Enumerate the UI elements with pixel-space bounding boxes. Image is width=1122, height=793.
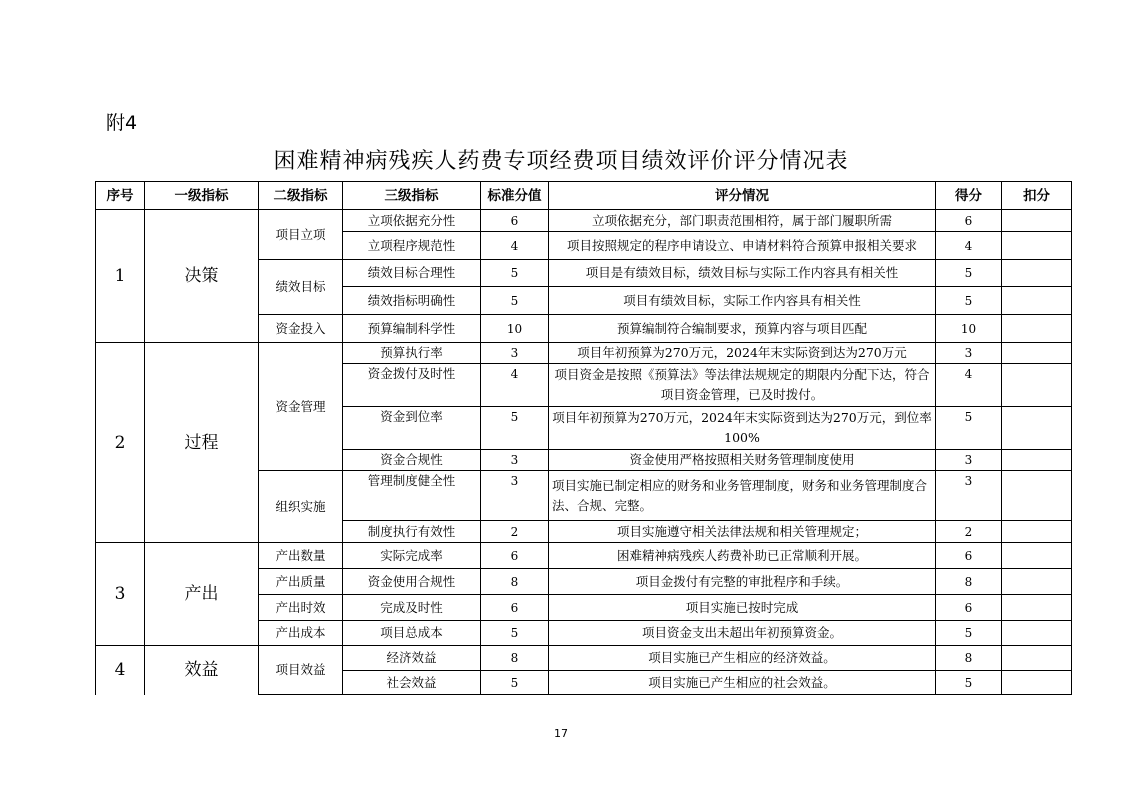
standard-cell: 6: [481, 595, 549, 621]
standard-cell: 8: [481, 569, 549, 595]
header-row: [96, 182, 1072, 210]
evaluation-cell: 预算编制符合编制要求，预算内容与项目匹配: [549, 315, 936, 343]
header-score: 得分: [936, 182, 1002, 210]
level2-cell: 项目效益: [259, 646, 343, 695]
standard-cell: 5: [481, 407, 549, 450]
level3-cell: 立项依据充分性: [343, 210, 481, 232]
standard-cell: 3: [481, 450, 549, 471]
header-evaluation: 评分情况: [549, 182, 936, 210]
level2-cell: 绩效目标: [259, 260, 343, 315]
score-cell: 8: [936, 646, 1002, 671]
score-cell: 5: [936, 671, 1002, 695]
deduction-cell: [1002, 343, 1072, 364]
level2-cell: 组织实施: [259, 471, 343, 543]
header-standard: 标准分值: [481, 182, 549, 210]
level2-cell: 产出时效: [259, 595, 343, 621]
deduction-cell: [1002, 646, 1072, 671]
score-cell: 5: [936, 407, 1002, 450]
level3-cell: 资金拨付及时性: [343, 364, 481, 407]
evaluation-cell: 项目实施已制定相应的财务和业务管理制度，财务和业务管理制度合法、合规、完整。: [549, 471, 936, 521]
header-seq: 序号: [96, 182, 145, 210]
level3-cell: 管理制度健全性: [343, 471, 481, 521]
table-row: [96, 543, 1072, 569]
deduction-cell: [1002, 315, 1072, 343]
level3-cell: 完成及时性: [343, 595, 481, 621]
evaluation-cell: 项目金拨付有完整的审批程序和手续。: [549, 569, 936, 595]
page-number: 17: [554, 727, 568, 740]
score-cell: 8: [936, 569, 1002, 595]
group-level1: 过程: [145, 343, 259, 543]
level3-cell: 资金到位率: [343, 407, 481, 450]
standard-cell: 5: [481, 621, 549, 646]
score-cell: 10: [936, 315, 1002, 343]
group-seq: 3: [96, 543, 145, 646]
document-title: 困难精神病残疾人药费专项经费项目绩效评价评分情况表: [273, 149, 849, 174]
standard-cell: 5: [481, 671, 549, 695]
score-cell: 4: [936, 232, 1002, 260]
table-row: [96, 646, 1072, 671]
standard-cell: 3: [481, 343, 549, 364]
deduction-cell: [1002, 471, 1072, 521]
score-cell: 6: [936, 595, 1002, 621]
standard-cell: 5: [481, 287, 549, 315]
deduction-cell: [1002, 543, 1072, 569]
level3-cell: 绩效目标合理性: [343, 260, 481, 287]
level3-cell: 预算执行率: [343, 343, 481, 364]
level3-cell: 制度执行有效性: [343, 521, 481, 543]
score-cell: 3: [936, 343, 1002, 364]
standard-cell: 5: [481, 260, 549, 287]
score-cell: 5: [936, 260, 1002, 287]
group-level1: 效益: [145, 646, 259, 695]
level3-cell: 预算编制科学性: [343, 315, 481, 343]
level2-cell: 资金投入: [259, 315, 343, 343]
evaluation-cell: 困难精神病残疾人药费补助已正常顺利开展。: [549, 543, 936, 569]
deduction-cell: [1002, 569, 1072, 595]
table-row: [96, 343, 1072, 364]
score-cell: 4: [936, 364, 1002, 407]
score-cell: 6: [936, 543, 1002, 569]
group-seq: 4: [96, 646, 145, 695]
score-cell: 5: [936, 287, 1002, 315]
group-seq: 2: [96, 343, 145, 543]
group-level1: 决策: [145, 210, 259, 343]
level3-cell: 资金使用合规性: [343, 569, 481, 595]
score-cell: 3: [936, 450, 1002, 471]
evaluation-cell: 项目资金是按照《预算法》等法律法规规定的期限内分配下达，符合项目资金管理，已及时拨付。: [549, 364, 936, 407]
evaluation-cell: 项目实施遵守相关法律法规和相关管理规定；: [549, 521, 936, 543]
level2-cell: 产出成本: [259, 621, 343, 646]
level3-cell: 项目总成本: [343, 621, 481, 646]
evaluation-cell: 项目年初预算为270万元，2024年末实际资到达为270万元，到位率100%: [549, 407, 936, 450]
standard-cell: 4: [481, 364, 549, 407]
deduction-cell: [1002, 595, 1072, 621]
level3-cell: 绩效指标明确性: [343, 287, 481, 315]
annex-label: 附4: [106, 112, 138, 134]
deduction-cell: [1002, 671, 1072, 695]
evaluation-table: [95, 181, 1072, 695]
standard-cell: 10: [481, 315, 549, 343]
level2-cell: 项目立项: [259, 210, 343, 260]
level3-cell: 立项程序规范性: [343, 232, 481, 260]
evaluation-cell: 项目实施已按时完成: [549, 595, 936, 621]
deduction-cell: [1002, 210, 1072, 232]
standard-cell: 4: [481, 232, 549, 260]
evaluation-cell: 项目是有绩效目标，绩效目标与实际工作内容具有相关性: [549, 260, 936, 287]
header-level1: 一级指标: [145, 182, 259, 210]
level3-cell: 经济效益: [343, 646, 481, 671]
table-row: [96, 210, 1072, 232]
evaluation-cell: 项目按照规定的程序申请设立、申请材料符合预算申报相关要求: [549, 232, 936, 260]
evaluation-cell: 项目年初预算为270万元，2024年末实际资到达为270万元: [549, 343, 936, 364]
standard-cell: 8: [481, 646, 549, 671]
deduction-cell: [1002, 232, 1072, 260]
deduction-cell: [1002, 364, 1072, 407]
standard-cell: 6: [481, 543, 549, 569]
group-seq: 1: [96, 210, 145, 343]
deduction-cell: [1002, 260, 1072, 287]
evaluation-cell: 立项依据充分，部门职责范围相符，属于部门履职所需: [549, 210, 936, 232]
standard-cell: 3: [481, 471, 549, 521]
group-level1: 产出: [145, 543, 259, 646]
level3-cell: 资金合规性: [343, 450, 481, 471]
evaluation-cell: 项目有绩效目标，实际工作内容具有相关性: [549, 287, 936, 315]
level2-cell: 产出质量: [259, 569, 343, 595]
score-cell: 6: [936, 210, 1002, 232]
deduction-cell: [1002, 287, 1072, 315]
header-level3: 三级指标: [343, 182, 481, 210]
evaluation-cell: 项目实施已产生相应的社会效益。: [549, 671, 936, 695]
score-cell: 5: [936, 621, 1002, 646]
evaluation-cell: 项目实施已产生相应的经济效益。: [549, 646, 936, 671]
deduction-cell: [1002, 450, 1072, 471]
header-deduction: 扣分: [1002, 182, 1072, 210]
level3-cell: 社会效益: [343, 671, 481, 695]
standard-cell: 6: [481, 210, 549, 232]
deduction-cell: [1002, 621, 1072, 646]
level2-cell: 产出数量: [259, 543, 343, 569]
level3-cell: 实际完成率: [343, 543, 481, 569]
score-cell: 2: [936, 521, 1002, 543]
deduction-cell: [1002, 521, 1072, 543]
header-level2: 二级指标: [259, 182, 343, 210]
evaluation-cell: 项目资金支出未超出年初预算资金。: [549, 621, 936, 646]
evaluation-cell: 资金使用严格按照相关财务管理制度使用: [549, 450, 936, 471]
level2-cell: 资金管理: [259, 343, 343, 471]
standard-cell: 2: [481, 521, 549, 543]
deduction-cell: [1002, 407, 1072, 450]
score-cell: 3: [936, 471, 1002, 521]
